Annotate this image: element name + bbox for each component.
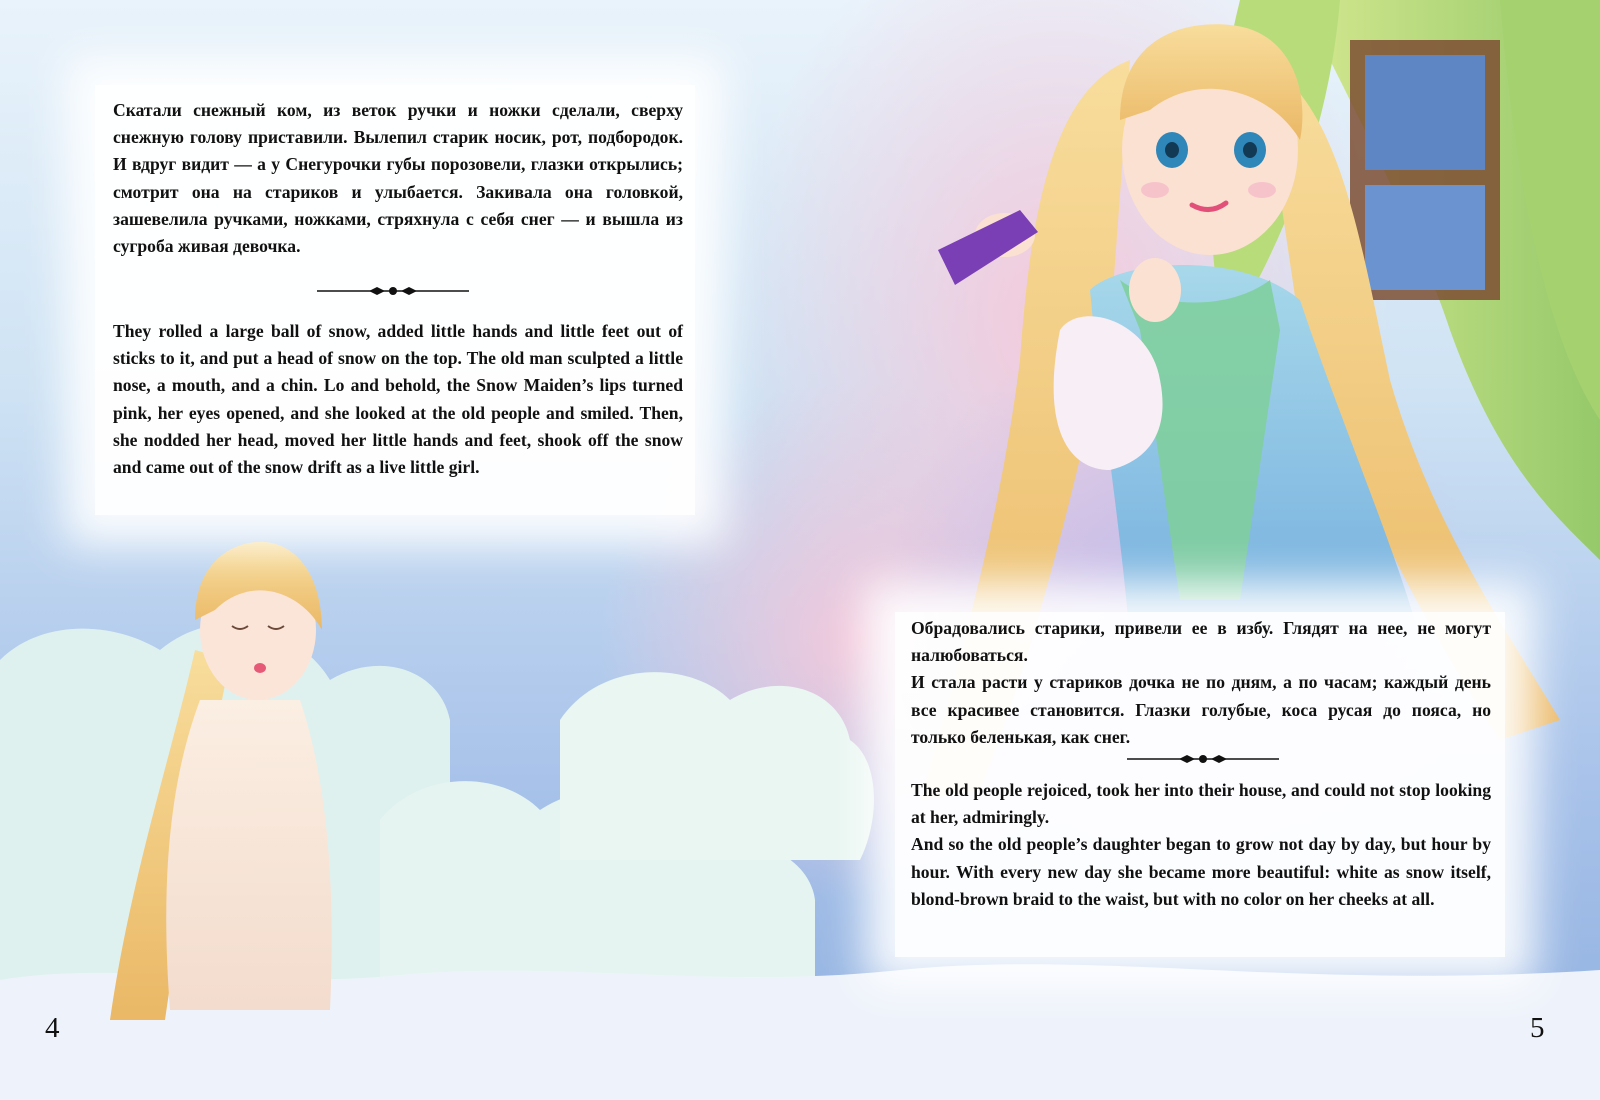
right-english-paragraph-2: And so the old people’s daughter began to grow not day by day, but hour by hour. With every new day she became more beautiful: white as snow itself, blond-brown braid to the waist, but with no color on her cheeks at all. <box>911 834 1491 909</box>
left-english-paragraph: They rolled a large ball of snow, added little hands and little feet out of sticks to it, and put a head of snow on the top. The old man sculpted a little nose, a mouth, and a chin. Lo and behold, the Snow Maiden’s lips turned pink, her eyes opened, and she looked at the old people and smiled. Then, she nodded her head, moved her little hands and feet, shook off the snow and came out of the snow drift as a live little girl. <box>113 321 683 478</box>
ornament-divider <box>1127 754 1279 764</box>
right-english-block <box>911 777 1491 913</box>
left-russian-paragraph: Скатали снежный ком, из веток ручки и ножки сделали, сверху снежную голову приставили. Вылепил старик носик, рот, подбородок. И вдруг видит — а у Снегурочки губы порозовели, глазки открылись; смотрит она на стариков и улыбается. Закивала она головкой, зашевелила ручками, ножками, стряхнула с себя снег — и вышла из сугроба живая девочка. <box>113 100 683 257</box>
right-russian-block <box>911 615 1491 751</box>
left-text-panel <box>95 85 695 515</box>
page-number-right: 5 <box>1530 1012 1545 1044</box>
right-english-paragraph-1: The old people rejoiced, took her into their house, and could not stop looking at her, admiringly. <box>911 780 1491 828</box>
page-number-left: 4 <box>45 1012 60 1044</box>
right-text-panel <box>895 612 1505 957</box>
ornament-divider <box>317 286 469 296</box>
right-russian-paragraph-2: И стала расти у стариков дочка не по дням, а по часам; каждый день все красивее становится. Глазки голубые, коса русая до пояса, но только беленькая, как снег. <box>911 672 1491 747</box>
right-russian-paragraph-1: Обрадовались старики, привели ее в избу. Глядят на нее, не могут налюбоваться. <box>911 618 1491 666</box>
